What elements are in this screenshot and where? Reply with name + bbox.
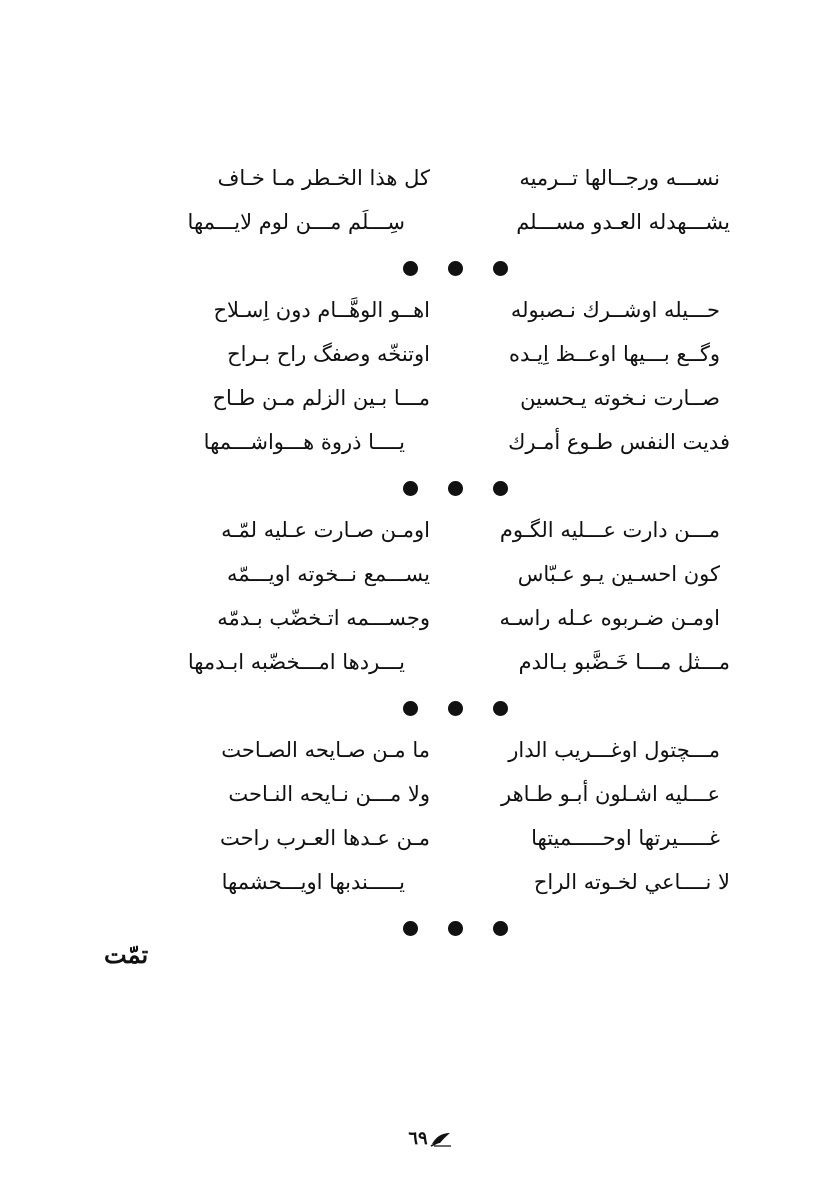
separator-dot bbox=[403, 921, 418, 936]
page-footer bbox=[380, 1128, 480, 1149]
page-number: ٦٩ bbox=[408, 1128, 428, 1149]
stanza-separator bbox=[150, 906, 730, 950]
verse-first-hemistich: مـــثل مـــا خَـضَّبو بـالدم bbox=[518, 650, 730, 674]
verse-first-hemistich: غـــــيرتها اوحـــــميتها bbox=[531, 826, 720, 850]
separator-dot bbox=[448, 701, 463, 716]
verse bbox=[150, 422, 730, 466]
verse bbox=[150, 334, 730, 378]
verse-first-hemistich: مـــن دارت عـــليه الگـوم bbox=[499, 518, 720, 542]
verse bbox=[150, 554, 730, 598]
verse-first-hemistich: نســـه ورجــالها تــرميه bbox=[519, 166, 720, 190]
verse-first-hemistich: كون احسـين يـو عـبّاس bbox=[517, 562, 720, 586]
separator-dot bbox=[448, 481, 463, 496]
verse-second-hemistich: اهــو الوهَّــام دون اِسـلاح bbox=[213, 298, 430, 322]
verse bbox=[150, 774, 730, 818]
verse-first-hemistich: فديت النفس طـوع أمـرك bbox=[508, 430, 730, 454]
verse-second-hemistich: سِـــلَم مـــن لوم لايـــمها bbox=[187, 210, 405, 234]
verse-first-hemistich: حـــيله اوشــرك نـصبوله bbox=[510, 298, 720, 322]
verse bbox=[150, 642, 730, 686]
verse bbox=[150, 158, 730, 202]
separator-dot bbox=[493, 261, 508, 276]
verse-second-hemistich: مـــا بـين الزلم مـن طـاح bbox=[212, 386, 430, 410]
verse-second-hemistich: كل هذا الخـطر مـا خـاف bbox=[217, 166, 430, 190]
separator-dot bbox=[448, 261, 463, 276]
verse-second-hemistich: ولا مـــن نـايحه النـاحت bbox=[228, 782, 430, 806]
stanza-separator bbox=[150, 246, 730, 290]
separator-dot bbox=[403, 481, 418, 496]
separator-dot bbox=[448, 921, 463, 936]
stanza-separator bbox=[150, 686, 730, 730]
stanza-separator bbox=[150, 466, 730, 510]
poem bbox=[150, 158, 730, 950]
verse-second-hemistich: اوتنخّه وصفگ راح بـراح bbox=[227, 342, 430, 366]
verse-second-hemistich: يســـمع نــخوته اويـــمّه bbox=[226, 562, 430, 586]
verse-second-hemistich: ما مـن صـايحه الصـاحت bbox=[221, 738, 430, 762]
verse bbox=[150, 510, 730, 554]
separator-dot bbox=[493, 481, 508, 496]
verse bbox=[150, 818, 730, 862]
verse-first-hemistich: عـــليه اشـلون أبـو طـاهر bbox=[501, 782, 720, 806]
verse bbox=[150, 598, 730, 642]
verse-second-hemistich: يـــــندبها اويـــحشمها bbox=[221, 870, 405, 894]
verse-second-hemistich: يــــا ذروة هـــواشـــمها bbox=[203, 430, 405, 454]
verse-first-hemistich: وگــع بـــيها اوعــظ اِيـده bbox=[509, 342, 720, 366]
separator-dot bbox=[493, 921, 508, 936]
verse-second-hemistich: مـن عـدها العـرب راحت bbox=[219, 826, 430, 850]
verse-second-hemistich: اومـن صـارت عـليه لمّـه bbox=[221, 518, 430, 542]
separator-dot bbox=[403, 261, 418, 276]
verse-first-hemistich: اومـن ضـربوه عـله راسـه bbox=[499, 606, 720, 630]
separator-dot bbox=[493, 701, 508, 716]
quill-pen-icon bbox=[430, 1131, 452, 1147]
verse bbox=[150, 378, 730, 422]
separator-dot bbox=[403, 701, 418, 716]
verse bbox=[150, 290, 730, 334]
end-mark: تمّت bbox=[104, 940, 149, 969]
verse-second-hemistich: يـــردها امـــخضّبه ابـدمها bbox=[187, 650, 405, 674]
verse bbox=[150, 730, 730, 774]
verse-second-hemistich: وجســـمه اتـخضّب بـدمّه bbox=[217, 606, 430, 630]
verse-first-hemistich: صــارت نـخوته يـحسين bbox=[520, 386, 720, 410]
verse bbox=[150, 202, 730, 246]
verse-first-hemistich: يشـــهدله العـدو مســـلم bbox=[516, 210, 730, 234]
verse bbox=[150, 862, 730, 906]
verse-first-hemistich: لا نــــاعي لخـوته الراح bbox=[533, 870, 730, 894]
verse-first-hemistich: مـــچتول اوغـــريب الدار bbox=[508, 738, 720, 762]
